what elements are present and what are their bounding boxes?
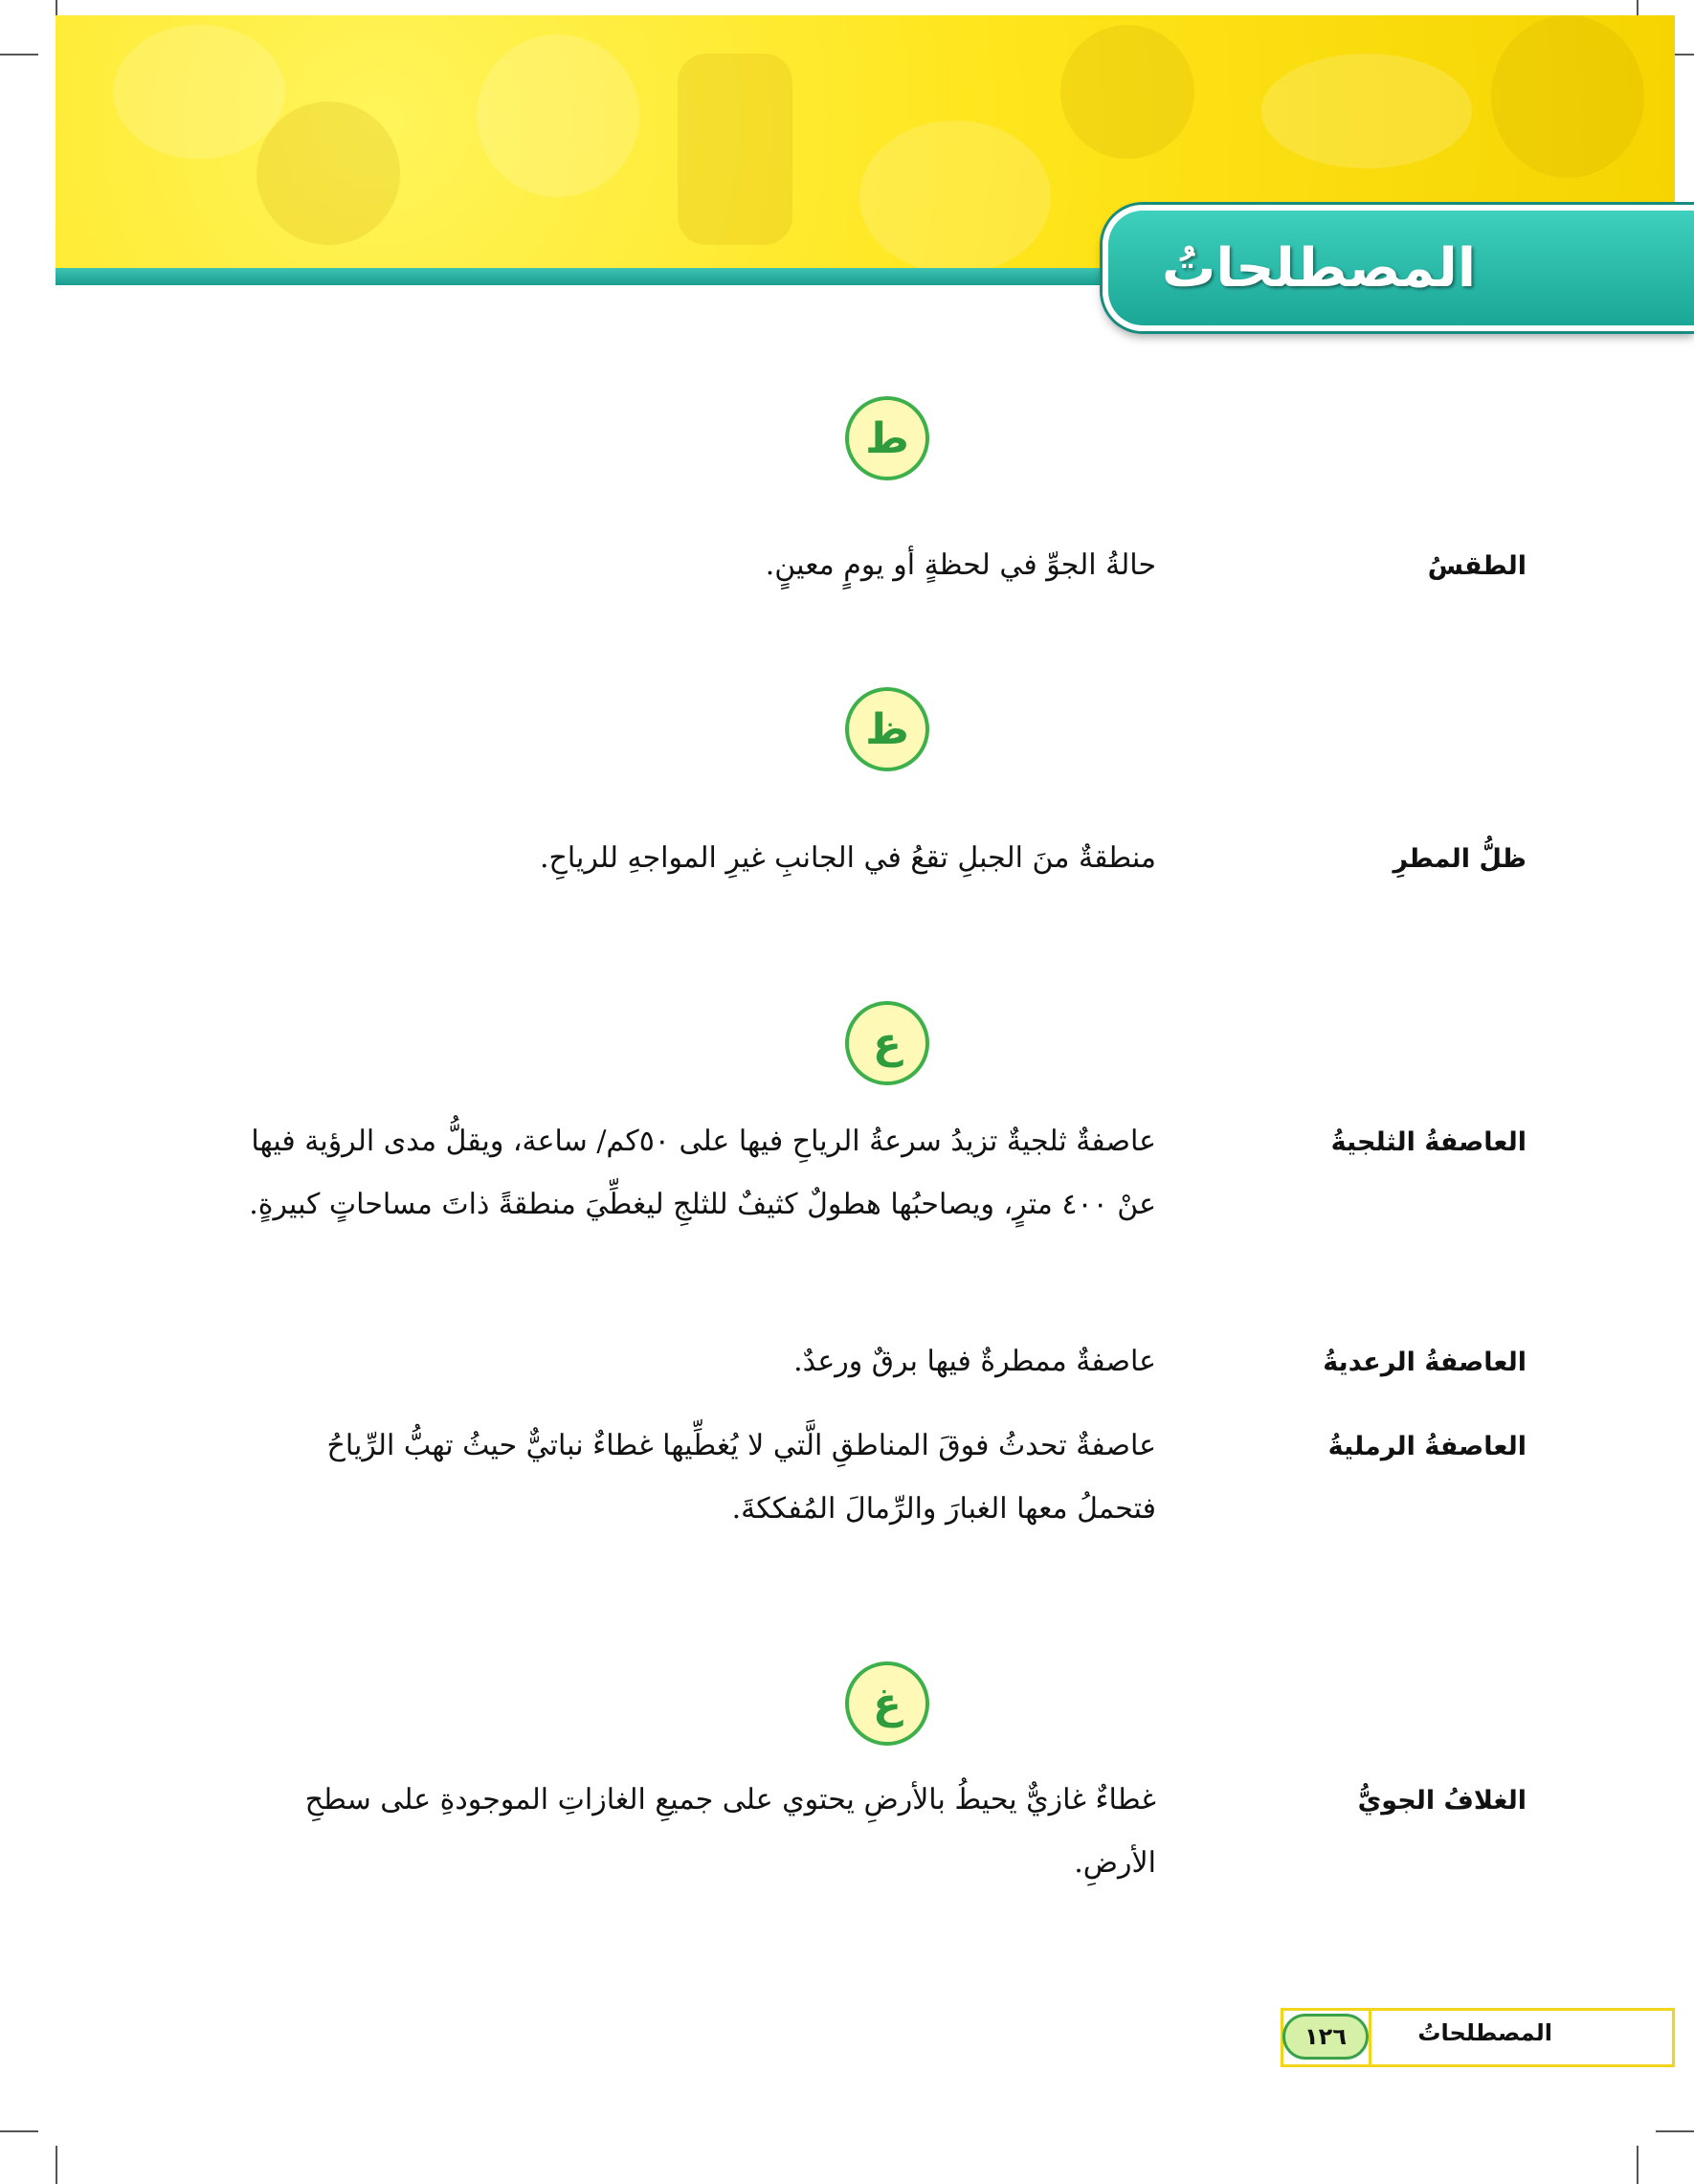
term: ظلُّ المطرِ: [1393, 844, 1527, 874]
crop-mark: [0, 54, 38, 56]
term: الطقسُ: [1427, 551, 1527, 581]
decorative-shape: [1491, 15, 1644, 178]
footer-divider: [1369, 2008, 1371, 2067]
definition: منطقةٌ منَ الجبلِ تقعُ في الجانبِ غيرِ المواجهِ للرياحِ.: [539, 841, 1156, 875]
term: العاصفةُ الرعديةُ: [1323, 1348, 1527, 1377]
letter-badge: غ: [845, 1661, 929, 1746]
crop-mark: [1656, 2130, 1694, 2132]
term: الغلافُ الجويُّ: [1357, 1786, 1527, 1816]
page-title: المصطلحاتُ: [1162, 236, 1477, 300]
title-tab: [1103, 205, 1694, 331]
definition: غطاءٌ غازيٌّ يحيطُ بالأرضِ يحتوي على جميعِ الغازاتِ الموجودةِ على سطحِ الأرضِ.: [304, 1783, 1156, 1880]
definition: عاصفةٌ تحدثُ فوقَ المناطقِ الَّتي لا يُغطِّيها غطاءٌ نباتيٌّ حيثُ تهبُّ الرِّياحُ فتحملُ معها الغبارَ والرِّمالَ المُفككةَ.: [326, 1429, 1156, 1526]
decorative-shape: [859, 121, 1051, 274]
term: العاصفةُ الثلجيةُ: [1330, 1127, 1527, 1157]
letter-badge: ظ: [845, 687, 929, 771]
decorative-shape: [256, 101, 400, 245]
footer-label: المصطلحاتُ: [1417, 2019, 1552, 2046]
decorative-shape: [678, 54, 792, 245]
crop-mark: [56, 2146, 57, 2184]
definition: عاصفةٌ ممطرةٌ فيها برقٌ ورعدٌ.: [793, 1345, 1156, 1378]
page-number: ١٢٦: [1282, 2014, 1369, 2060]
crop-mark: [0, 2130, 38, 2132]
decorative-shape: [1060, 25, 1194, 159]
decorative-shape: [113, 25, 285, 159]
letter-badge: ع: [845, 1001, 929, 1085]
definition: حالةُ الجوِّ في لحظةٍ أو يومٍ معينٍ.: [765, 548, 1156, 582]
decorative-shape: [1261, 54, 1472, 168]
crop-mark: [1637, 2146, 1638, 2184]
term: العاصفةُ الرمليةُ: [1327, 1432, 1527, 1461]
definition: عاصفةٌ ثلجيةٌ تزيدُ سرعةُ الرياحِ فيها على ٥٠كم/ ساعة، ويقلُّ مدى الرؤية فيها عنْ ٤٠٠ مترٍ، ويصاحبُها هطولٌ كثيفٌ للثلجِ ليغطِّيَ منطقةً ذاتَ مساحاتٍ كبيرةٍ.: [249, 1125, 1156, 1221]
letter-badge: ط: [845, 396, 929, 480]
decorative-shape: [477, 34, 639, 197]
